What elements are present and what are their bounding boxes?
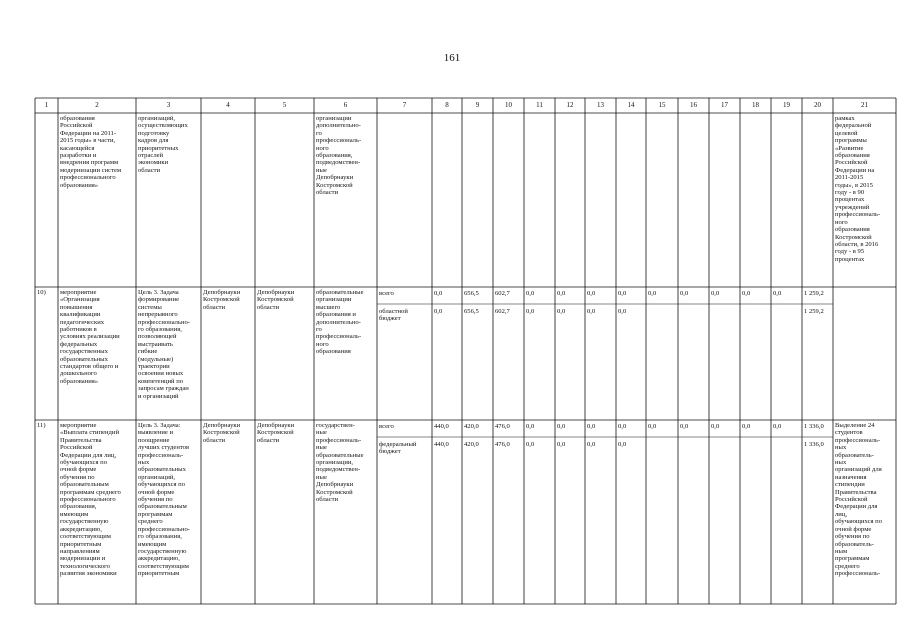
column-header: 3 [166,101,171,109]
column-header: 4 [226,101,230,109]
amount-value: 0,0 [587,308,596,315]
cell-col-3: организаций, осуществляющих подготовку кадров для приоритетных отраслей экономики области [138,115,188,174]
amount-value: 0,0 [742,423,751,430]
amount-value: 0,0 [434,290,443,297]
column-header: 13 [597,101,604,109]
column-header: 6 [343,101,348,109]
cell-col-3: Цель 3. Задача: выявление и поощрение лучших студентов профессиональ- ных образовательных организаций, обучающихся по очной форме обучения по образовательным программам среднего профессионально- го образования, имеющим государственную аккредитацию, соответствующим приоритетным [138,422,190,578]
cell-col-1: 10) [37,289,46,296]
cell-col-6: организации дополнительно- го профессиональ- ного образования, подведомствен- ные Депобрнауки Костромской области [316,115,362,197]
column-header: 19 [783,101,790,109]
funding-source: федеральный бюджет [379,441,417,456]
amount-value: 0,0 [557,423,566,430]
column-header: 12 [566,101,574,109]
column-header: 18 [752,101,759,109]
amount-value: 0,0 [773,290,782,297]
amount-value: 656,5 [464,290,479,297]
column-header: 5 [282,101,287,109]
amount-value: 602,7 [495,290,510,297]
cell-col-6: государствен- ные профессиональ- ные образовательные организации, подведомствен- ные Депобрнауки Костромской области [316,422,364,504]
amount-value: 476,0 [495,423,510,430]
amount-value: 602,7 [495,308,510,315]
column-header: 20 [814,101,821,109]
amount-value: 420,0 [464,441,479,448]
cell-col-2: мероприятие «Выплата стипендий Правительства Российской Федерации для лиц, обучающихся по очной форме обучения по образовательным программам среднего профессионального образования, имеющим государственную аккредитацию, соответствующим приоритетным направлениям модернизации и технологического развития экономики [60,422,121,578]
cell-col-21: рамках федеральной целевой программы «Развитие образования Российской Федерации на 2011-2015 годы», в 2015 году - в 90 процентах учреждений профессиональ- ного образования Костромской области, в 2016 году - в 95 процентах [835,115,881,263]
column-header: 16 [690,101,697,109]
amount-value: 0,0 [526,290,535,297]
cell-col-4: Депобрнауки Костромской области [203,422,241,444]
amount-value: 0,0 [587,441,596,448]
amount-value: 0,0 [711,290,720,297]
amount-value: 0,0 [648,423,657,430]
column-header: 10 [505,101,512,109]
amount-value: 0,0 [557,441,566,448]
amount-value: 0,0 [618,441,627,448]
amount-value: 0,0 [526,423,535,430]
column-header: 15 [658,101,666,109]
amount-value: 656,5 [464,308,479,315]
amount-value: 0,0 [680,290,689,297]
amount-value: 0,0 [742,290,751,297]
column-header: 7 [402,101,407,109]
page-number: 161 [443,52,461,64]
amount-value: 0,0 [648,290,657,297]
amount-value: 0,0 [587,423,596,430]
amount-value: 0,0 [711,423,720,430]
column-header: 9 [475,101,480,109]
cell-col-21: Выделение 24 студентов профессиональ- ных образователь- ных организаций для назначения стипендии Правительства Российской Федерации для лиц, обучающихся по очной форме обучения по образователь- ным программам среднего профессиональ- [835,422,883,578]
amount-value: 0,0 [680,423,689,430]
column-header: 11 [536,101,543,109]
column-header: 2 [95,101,99,109]
amount-value: 420,0 [464,423,479,430]
cell-col-3: Цель 3. Задача формирование системы непрерывного профессионально- го образования, позволяющей выстраивать гибкие (модульные) траектории освоения новых компетенций по запросам граждан и организаций [138,289,190,400]
total-value: 1 336,0 [804,441,824,448]
column-header: 1 [44,101,49,109]
amount-value: 0,0 [526,441,535,448]
cell-col-2: образования Российской Федерации на 2011- 2015 годы» в части, касающейся разработки и внедрения программ модернизации систем профессионального образования» [60,115,122,189]
amount-value: 0,0 [557,290,566,297]
cell-col-6: образовательные организации высшего образования и дополнительно- го профессиональ- ного образования [316,289,364,356]
amount-value: 0,0 [773,423,782,430]
amount-value: 476,0 [495,441,510,448]
total-value: 1 259,2 [804,308,824,315]
amount-value: 440,0 [434,423,449,430]
funding-source: областной бюджет [379,308,408,323]
amount-value: 0,0 [587,290,596,297]
amount-value: 0,0 [557,308,566,315]
column-header: 21 [861,101,868,109]
amount-value: 0,0 [618,290,627,297]
column-header: 17 [721,101,728,109]
cell-col-1: 11) [37,422,46,429]
amount-value: 0,0 [618,308,627,315]
total-value: 1 336,0 [804,423,824,430]
total-value: 1 259,2 [804,290,824,297]
column-header: 14 [627,101,635,109]
amount-value: 0,0 [434,308,443,315]
amount-value: 0,0 [526,308,535,315]
amount-value: 0,0 [618,423,627,430]
funding-source: всего [379,290,394,297]
cell-col-5: Депобрнауки Костромской области [257,289,295,311]
cell-col-5: Депобрнауки Костромской области [257,422,295,444]
funding-source: всего [379,423,394,430]
amount-value: 440,0 [434,441,449,448]
cell-col-2: мероприятие «Организация повышения квалификации педагогических работников в условиях реализации федеральных государственных образовательных стандартов общего и дошкольного образования» [60,289,120,385]
cell-col-4: Депобрнауки Костромской области [203,289,241,311]
column-header: 8 [445,101,449,109]
